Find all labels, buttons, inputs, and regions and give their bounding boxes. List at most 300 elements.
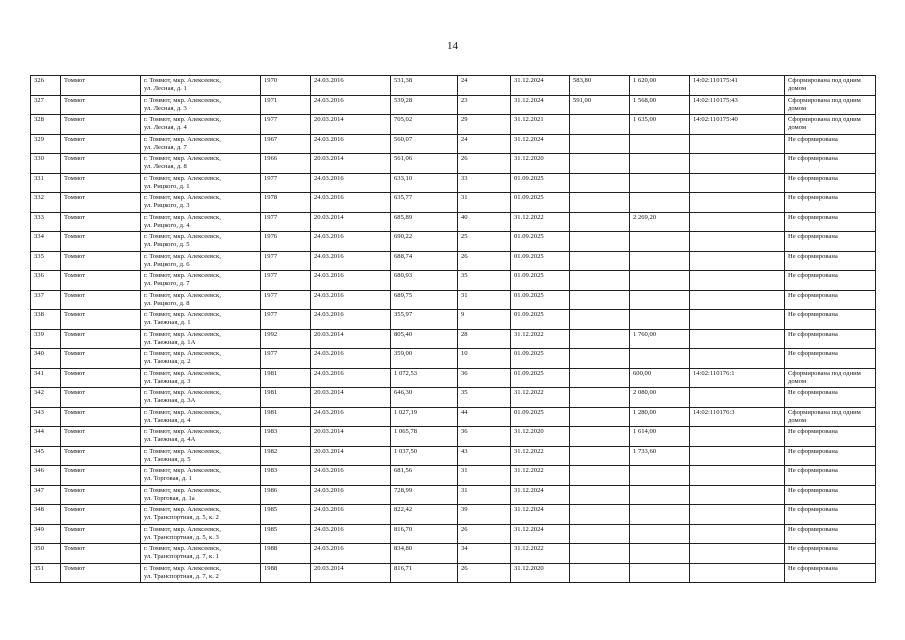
year-built-cell: 1983 xyxy=(261,466,311,486)
address-cell xyxy=(141,212,261,232)
city-cell: Томмот xyxy=(61,427,141,447)
date-cell: 24.03.2016 xyxy=(311,193,391,213)
address-line-1: г. Томмот, мкр. Алексеевск, xyxy=(144,213,221,221)
area-cell: 728,99 xyxy=(391,485,458,505)
address-line-1: г. Томмот, мкр. Алексеевск, xyxy=(144,135,221,143)
year-built-cell: 1977 xyxy=(261,290,311,310)
address-line-1: г. Томмот, мкр. Алексеевск, xyxy=(144,272,221,279)
area-cell: 681,56 xyxy=(391,466,458,486)
cadastral-number-cell: 14:02:110175:41 xyxy=(690,76,785,96)
address-line-1: г. Томмот, мкр. Алексеевск, xyxy=(144,194,221,201)
table-row xyxy=(31,76,876,96)
year-built-cell: 1967 xyxy=(261,134,311,154)
land-area-cell xyxy=(570,485,630,505)
date-cell: 24.03.2016 xyxy=(311,134,391,154)
table-row xyxy=(31,212,876,232)
year-built-cell: 1986 xyxy=(261,485,311,505)
city-cell: Томмот xyxy=(61,349,141,369)
year-built-cell: 1985 xyxy=(261,524,311,544)
city-cell: Томмот xyxy=(61,193,141,213)
residents-count-cell: 31 xyxy=(458,193,511,213)
land-area-cell xyxy=(570,368,630,388)
cadastral-number-cell xyxy=(690,251,785,271)
cadastral-number-cell xyxy=(690,349,785,369)
cadastral-number-cell xyxy=(690,544,785,564)
year-built-cell: 1981 xyxy=(261,368,311,388)
area-cell: 1 072,53 xyxy=(391,368,458,388)
table-row xyxy=(31,95,876,115)
status-cell: Не сформирована xyxy=(785,154,876,174)
city-cell: Томмот xyxy=(61,563,141,583)
area-cell: 646,30 xyxy=(391,388,458,408)
cadastral-number-cell xyxy=(690,310,785,330)
deadline-cell: 01.09.2025 xyxy=(511,271,570,291)
city-cell: Томмот xyxy=(61,388,141,408)
address-line-1: г. Томмот, мкр. Алексеевск, xyxy=(144,291,221,299)
cost-cell xyxy=(630,134,690,154)
address-cell xyxy=(141,485,261,505)
date-cell: 24.03.2016 xyxy=(311,232,391,252)
address-line-2: ул. Таежная, д. 2 xyxy=(144,358,191,365)
address-cell xyxy=(141,173,261,193)
area-cell: 689,75 xyxy=(391,290,458,310)
cadastral-number-cell xyxy=(690,485,785,505)
year-built-cell: 1977 xyxy=(261,310,311,330)
address-line-1: г. Томмот, мкр. Алексеевск, xyxy=(144,96,221,104)
row-number-cell: 350 xyxy=(31,544,61,564)
year-built-cell: 1983 xyxy=(261,427,311,447)
date-cell: 20.03.2014 xyxy=(311,388,391,408)
status-cell: Не сформирована xyxy=(785,505,876,525)
address-line-2: ул. Таежная, д. 4А xyxy=(144,436,196,443)
address-line-1: г. Томмот, мкр. Алексеевск, xyxy=(144,233,221,240)
status-cell: Сформирована под одним домом xyxy=(785,76,876,96)
address-cell xyxy=(141,115,261,135)
residents-count-cell: 29 xyxy=(458,115,511,135)
land-area-cell xyxy=(570,524,630,544)
status-cell: Сформирована под одним домом xyxy=(785,368,876,388)
cost-cell xyxy=(630,524,690,544)
status-cell: Не сформирована xyxy=(785,427,876,447)
row-number-cell: 351 xyxy=(31,563,61,583)
address-cell xyxy=(141,95,261,115)
residents-count-cell: 31 xyxy=(458,290,511,310)
cost-cell: 1 614,00 xyxy=(630,427,690,447)
year-built-cell: 1977 xyxy=(261,115,311,135)
address-line-2: ул. Таежная, д. 5 xyxy=(144,455,191,463)
area-cell: 1 037,50 xyxy=(391,446,458,466)
city-cell: Томмот xyxy=(61,290,141,310)
address-cell xyxy=(141,427,261,447)
cost-cell: 1 760,00 xyxy=(630,329,690,349)
land-area-cell xyxy=(570,329,630,349)
address-line-2: ул. Лесная, д. 4 xyxy=(144,124,187,131)
page-number: 14 xyxy=(447,40,458,52)
deadline-cell: 31.12.2020 xyxy=(511,154,570,174)
address-line-1: г. Томмот, мкр. Алексеевск, xyxy=(144,174,221,182)
land-area-cell xyxy=(570,290,630,310)
cost-cell: 1 733,60 xyxy=(630,446,690,466)
area-cell: 1 027,19 xyxy=(391,407,458,427)
residents-count-cell: 35 xyxy=(458,271,511,291)
deadline-cell: 01.09.2025 xyxy=(511,368,570,388)
address-line-1: г. Томмот, мкр. Алексеевск, xyxy=(144,330,221,338)
table-row xyxy=(31,485,876,505)
residents-count-cell: 34 xyxy=(458,544,511,564)
city-cell: Томмот xyxy=(61,329,141,349)
table-row xyxy=(31,446,876,466)
cadastral-number-cell xyxy=(690,154,785,174)
year-built-cell: 1970 xyxy=(261,76,311,96)
residents-count-cell: 31 xyxy=(458,466,511,486)
address-cell xyxy=(141,349,261,369)
row-number-cell: 331 xyxy=(31,173,61,193)
residents-count-cell: 36 xyxy=(458,427,511,447)
land-area-cell xyxy=(570,388,630,408)
row-number-cell: 333 xyxy=(31,212,61,232)
land-area-cell xyxy=(570,310,630,330)
area-cell: 359,00 xyxy=(391,349,458,369)
residents-count-cell: 9 xyxy=(458,310,511,330)
address-line-1: г. Томмот, мкр. Алексеевск, xyxy=(144,116,221,123)
status-cell: Не сформирована xyxy=(785,544,876,564)
date-cell: 20.03.2014 xyxy=(311,115,391,135)
date-cell: 20.03.2014 xyxy=(311,427,391,447)
date-cell: 24.03.2016 xyxy=(311,95,391,115)
land-area-cell xyxy=(570,505,630,525)
cost-cell: 2 080,00 xyxy=(630,388,690,408)
address-line-1: г. Томмот, мкр. Алексеевск, xyxy=(144,486,221,494)
address-cell xyxy=(141,368,261,388)
residents-count-cell: 25 xyxy=(458,232,511,252)
area-cell: 680,93 xyxy=(391,271,458,291)
address-line-1: г. Томмот, мкр. Алексеевск, xyxy=(144,408,221,416)
city-cell: Томмот xyxy=(61,76,141,96)
area-cell: 816,70 xyxy=(391,524,458,544)
status-cell: Не сформирована xyxy=(785,524,876,544)
table-row xyxy=(31,524,876,544)
row-number-cell: 328 xyxy=(31,115,61,135)
status-cell: Не сформирована xyxy=(785,329,876,349)
status-cell: Не сформирована xyxy=(785,212,876,232)
date-cell: 20.03.2014 xyxy=(311,446,391,466)
land-area-cell xyxy=(570,115,630,135)
table-row xyxy=(31,271,876,291)
cost-cell xyxy=(630,485,690,505)
address-line-1: г. Томмот, мкр. Алексеевск, xyxy=(144,369,221,377)
land-area-cell: 591,00 xyxy=(570,95,630,115)
date-cell: 24.03.2016 xyxy=(311,368,391,388)
city-cell: Томмот xyxy=(61,95,141,115)
land-area-cell xyxy=(570,446,630,466)
status-cell: Не сформирована xyxy=(785,232,876,252)
land-area-cell xyxy=(570,154,630,174)
cost-cell xyxy=(630,154,690,174)
row-number-cell: 332 xyxy=(31,193,61,213)
row-number-cell: 337 xyxy=(31,290,61,310)
status-cell: Сформирована под одним домом xyxy=(785,407,876,427)
row-number-cell: 345 xyxy=(31,446,61,466)
city-cell: Томмот xyxy=(61,154,141,174)
year-built-cell: 1982 xyxy=(261,446,311,466)
address-line-1: г. Томмот, мкр. Алексеевск, xyxy=(144,389,221,396)
table-row xyxy=(31,232,876,252)
city-cell: Томмот xyxy=(61,115,141,135)
cadastral-number-cell xyxy=(690,466,785,486)
city-cell: Томмот xyxy=(61,173,141,193)
deadline-cell: 31.12.2021 xyxy=(511,115,570,135)
address-line-2: ул. Рицкого, д. 1 xyxy=(144,182,190,190)
cost-cell: 1 620,00 xyxy=(630,76,690,96)
deadline-cell: 01.09.2025 xyxy=(511,349,570,369)
date-cell: 24.03.2016 xyxy=(311,524,391,544)
address-cell xyxy=(141,193,261,213)
address-line-2: ул. Рицкого, д. 7 xyxy=(144,280,190,287)
deadline-cell: 31.12.2020 xyxy=(511,563,570,583)
address-line-2: ул. Рицкого, д. 4 xyxy=(144,221,190,229)
residents-count-cell: 26 xyxy=(458,563,511,583)
table-row xyxy=(31,251,876,271)
land-area-cell xyxy=(570,193,630,213)
address-line-1: г. Томмот, мкр. Алексеевск, xyxy=(144,428,221,435)
table-row xyxy=(31,563,876,583)
residents-count-cell: 31 xyxy=(458,485,511,505)
deadline-cell: 31.12.2020 xyxy=(511,427,570,447)
cadastral-number-cell xyxy=(690,271,785,291)
table-row xyxy=(31,349,876,369)
address-line-2: ул. Рицкого, д. 6 xyxy=(144,260,190,268)
address-cell xyxy=(141,505,261,525)
table-row xyxy=(31,329,876,349)
address-cell xyxy=(141,329,261,349)
deadline-cell: 01.09.2025 xyxy=(511,290,570,310)
cadastral-number-cell xyxy=(690,388,785,408)
row-number-cell: 343 xyxy=(31,407,61,427)
city-cell: Томмот xyxy=(61,310,141,330)
address-line-2: ул. Таежная, д. 1 xyxy=(144,319,191,326)
deadline-cell: 31.12.2022 xyxy=(511,329,570,349)
cadastral-number-cell xyxy=(690,563,785,583)
row-number-cell: 340 xyxy=(31,349,61,369)
cost-cell xyxy=(630,232,690,252)
date-cell: 20.03.2014 xyxy=(311,563,391,583)
area-cell: 531,38 xyxy=(391,76,458,96)
residents-count-cell: 44 xyxy=(458,407,511,427)
table-row xyxy=(31,134,876,154)
cost-cell xyxy=(630,271,690,291)
city-cell: Томмот xyxy=(61,134,141,154)
deadline-cell: 01.09.2025 xyxy=(511,310,570,330)
deadline-cell: 31.12.2024 xyxy=(511,485,570,505)
address-cell xyxy=(141,544,261,564)
deadline-cell: 01.09.2025 xyxy=(511,193,570,213)
address-cell xyxy=(141,290,261,310)
row-number-cell: 348 xyxy=(31,505,61,525)
date-cell: 20.03.2014 xyxy=(311,212,391,232)
cadastral-number-cell xyxy=(690,524,785,544)
status-cell: Не сформирована xyxy=(785,388,876,408)
city-cell: Томмот xyxy=(61,368,141,388)
address-line-1: г. Томмот, мкр. Алексеевск, xyxy=(144,545,221,552)
row-number-cell: 342 xyxy=(31,388,61,408)
date-cell: 24.03.2016 xyxy=(311,76,391,96)
year-built-cell: 1977 xyxy=(261,173,311,193)
deadline-cell: 31.12.2024 xyxy=(511,524,570,544)
area-cell: 688,74 xyxy=(391,251,458,271)
address-line-2: ул. Рицкого, д. 3 xyxy=(144,202,190,209)
row-number-cell: 346 xyxy=(31,466,61,486)
status-cell: Сформирована под одним домом xyxy=(785,115,876,135)
residents-count-cell: 26 xyxy=(458,154,511,174)
year-built-cell: 1971 xyxy=(261,95,311,115)
address-line-2: ул. Таежная, д. 1А xyxy=(144,338,196,346)
table-row xyxy=(31,310,876,330)
cost-cell: 2 269,20 xyxy=(630,212,690,232)
cadastral-number-cell xyxy=(690,173,785,193)
cadastral-number-cell xyxy=(690,193,785,213)
residents-count-cell: 33 xyxy=(458,173,511,193)
address-line-2: ул. Таежная, д. 4 xyxy=(144,416,191,424)
row-number-cell: 335 xyxy=(31,251,61,271)
status-cell: Не сформирована xyxy=(785,134,876,154)
address-line-1: г. Томмот, мкр. Алексеевск, xyxy=(144,447,221,455)
year-built-cell: 1985 xyxy=(261,505,311,525)
deadline-cell: 01.09.2025 xyxy=(511,173,570,193)
row-number-cell: 339 xyxy=(31,329,61,349)
area-cell: 560,07 xyxy=(391,134,458,154)
status-cell: Не сформирована xyxy=(785,563,876,583)
year-built-cell: 1977 xyxy=(261,349,311,369)
cost-cell xyxy=(630,505,690,525)
area-cell: 705,02 xyxy=(391,115,458,135)
row-number-cell: 327 xyxy=(31,95,61,115)
city-cell: Томмот xyxy=(61,485,141,505)
address-line-2: ул. Лесная, д. 7 xyxy=(144,143,187,151)
address-line-1: г. Томмот, мкр. Алексеевск, xyxy=(144,467,221,474)
row-number-cell: 329 xyxy=(31,134,61,154)
cadastral-number-cell: 14:02:110175:43 xyxy=(690,95,785,115)
status-cell: Не сформирована xyxy=(785,349,876,369)
cadastral-number-cell xyxy=(690,329,785,349)
year-built-cell: 1966 xyxy=(261,154,311,174)
address-line-2: ул. Таежная, д. 3 xyxy=(144,377,191,385)
date-cell: 24.03.2016 xyxy=(311,310,391,330)
city-cell: Томмот xyxy=(61,446,141,466)
year-built-cell: 1977 xyxy=(261,271,311,291)
land-area-cell xyxy=(570,427,630,447)
table-row xyxy=(31,290,876,310)
area-cell: 690,22 xyxy=(391,232,458,252)
status-cell: Сформирована под одним домом xyxy=(785,95,876,115)
cadastral-number-cell: 14:02:110176:1 xyxy=(690,368,785,388)
address-line-2: ул. Торговая, д. 1 xyxy=(144,475,192,482)
residents-count-cell: 28 xyxy=(458,329,511,349)
area-cell: 561,06 xyxy=(391,154,458,174)
cost-cell xyxy=(630,290,690,310)
address-cell xyxy=(141,271,261,291)
residents-count-cell: 24 xyxy=(458,76,511,96)
deadline-cell: 31.12.2024 xyxy=(511,134,570,154)
row-number-cell: 338 xyxy=(31,310,61,330)
address-line-1: г. Томмот, мкр. Алексеевск, xyxy=(144,350,221,357)
table-row xyxy=(31,154,876,174)
address-line-2: ул. Лесная, д. 3 xyxy=(144,104,187,112)
address-line-1: г. Томмот, мкр. Алексеевск, xyxy=(144,77,221,84)
date-cell: 24.03.2016 xyxy=(311,290,391,310)
deadline-cell: 31.12.2024 xyxy=(511,95,570,115)
table-row xyxy=(31,388,876,408)
address-cell xyxy=(141,310,261,330)
cadastral-number-cell xyxy=(690,505,785,525)
deadline-cell: 31.12.2024 xyxy=(511,76,570,96)
address-cell xyxy=(141,154,261,174)
row-number-cell: 330 xyxy=(31,154,61,174)
row-number-cell: 336 xyxy=(31,271,61,291)
address-line-2: ул. Торговая, д. 1а xyxy=(144,494,195,502)
cadastral-number-cell: 14:02:110175:40 xyxy=(690,115,785,135)
address-line-2: ул. Лесная, д. 1 xyxy=(144,85,187,92)
date-cell: 24.03.2016 xyxy=(311,485,391,505)
status-cell: Не сформирована xyxy=(785,485,876,505)
land-area-cell xyxy=(570,251,630,271)
address-cell xyxy=(141,76,261,96)
status-cell: Не сформирована xyxy=(785,173,876,193)
cadastral-number-cell: 14:02:110176:3 xyxy=(690,407,785,427)
city-cell: Томмот xyxy=(61,407,141,427)
table-row xyxy=(31,173,876,193)
area-cell: 805,40 xyxy=(391,329,458,349)
year-built-cell: 1981 xyxy=(261,388,311,408)
address-line-2: ул. Рицкого, д. 8 xyxy=(144,299,190,307)
city-cell: Томмот xyxy=(61,505,141,525)
year-built-cell: 1988 xyxy=(261,563,311,583)
year-built-cell: 1992 xyxy=(261,329,311,349)
area-cell: 539,28 xyxy=(391,95,458,115)
status-cell: Не сформирована xyxy=(785,290,876,310)
address-cell xyxy=(141,563,261,583)
date-cell: 20.03.2014 xyxy=(311,329,391,349)
residents-count-cell: 23 xyxy=(458,95,511,115)
area-cell: 816,71 xyxy=(391,563,458,583)
city-cell: Томмот xyxy=(61,466,141,486)
address-line-1: г. Томмот, мкр. Алексеевск, xyxy=(144,564,221,572)
deadline-cell: 31.12.2024 xyxy=(511,505,570,525)
status-cell: Не сформирована xyxy=(785,466,876,486)
residents-count-cell: 43 xyxy=(458,446,511,466)
address-line-2: ул. Транспортная, д. 5, к. 2 xyxy=(144,514,219,521)
address-cell xyxy=(141,388,261,408)
address-cell xyxy=(141,407,261,427)
deadline-cell: 31.12.2022 xyxy=(511,466,570,486)
year-built-cell: 1978 xyxy=(261,193,311,213)
table-row xyxy=(31,427,876,447)
residents-count-cell: 10 xyxy=(458,349,511,369)
row-number-cell: 349 xyxy=(31,524,61,544)
deadline-cell: 01.09.2025 xyxy=(511,407,570,427)
table-row xyxy=(31,115,876,135)
land-area-cell xyxy=(570,466,630,486)
area-cell: 834,80 xyxy=(391,544,458,564)
residents-count-cell: 39 xyxy=(458,505,511,525)
address-line-2: ул. Рицкого, д. 5 xyxy=(144,241,190,248)
status-cell: Не сформирована xyxy=(785,446,876,466)
city-cell: Томмот xyxy=(61,544,141,564)
address-line-2: ул. Транспортная, д. 7, к. 2 xyxy=(144,572,219,580)
cost-cell xyxy=(630,563,690,583)
address-cell xyxy=(141,524,261,544)
cost-cell xyxy=(630,349,690,369)
date-cell: 24.03.2016 xyxy=(311,251,391,271)
